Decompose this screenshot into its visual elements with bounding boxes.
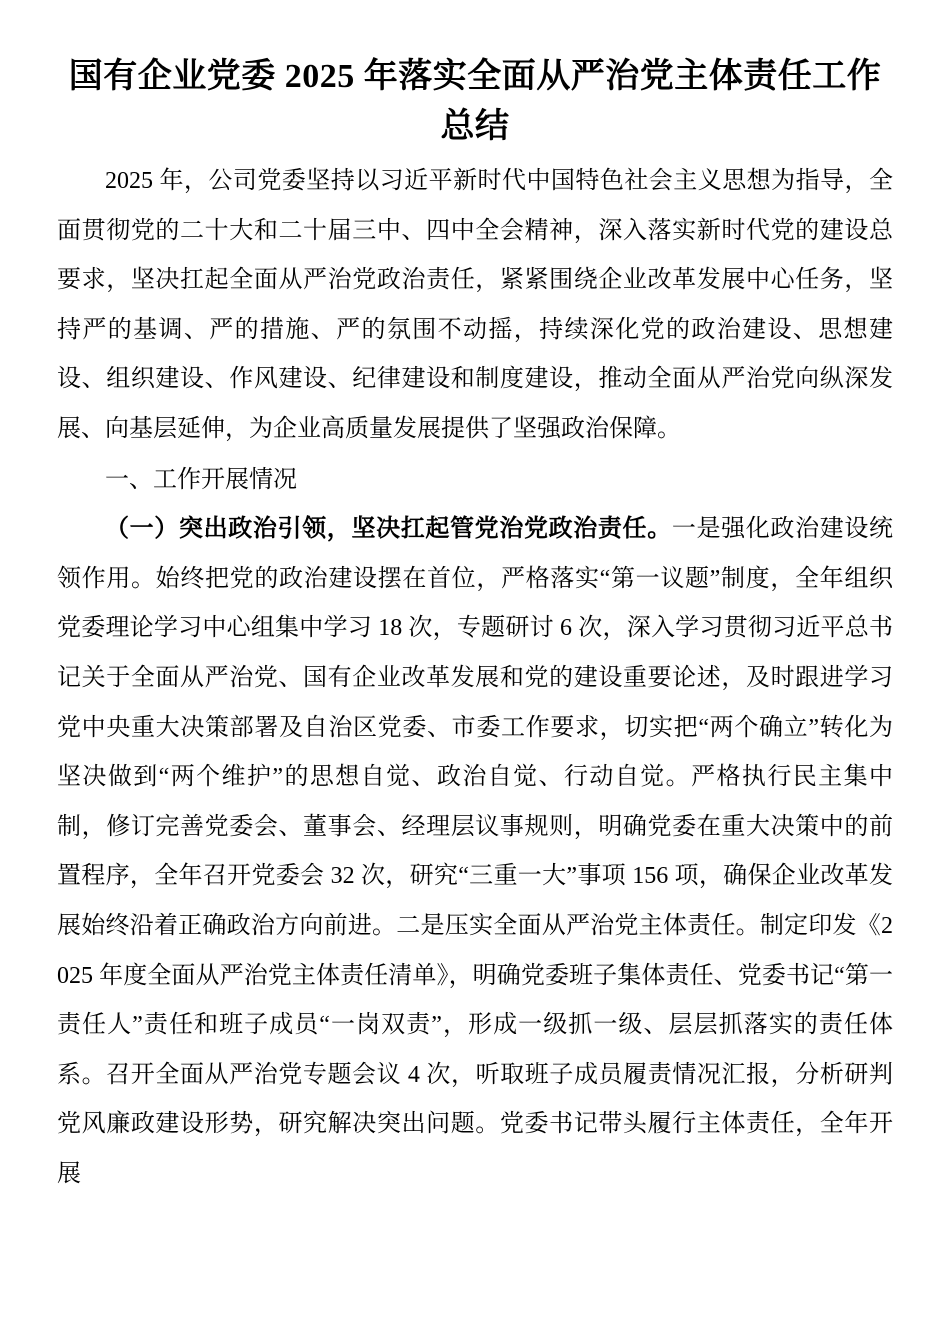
section-one-heading: 一、工作开展情况	[105, 465, 297, 493]
document-title: 国有企业党委 2025 年落实全面从严治党主体责任工作总结	[68, 58, 882, 145]
subsection-one-text: 一是强化政治建设统领作用。始终把党的政治建设摆在首位，严格落实“第一议题”制度，全年组织党委理论学习中心组集中学习 18 次，专题研讨 6 次，深入学习贯彻习近平总书记关于全面从严治党、国有企业改革发展和党的建设重要论述，及时跟进学习党中央重大决策部署及自治区党委、市委工作要求，切实把“两个确立”转化为坚决做到“两个维护”的思想自觉、政治自觉、行动自觉。严格执行民主集中制，修订完善党委会、董事会、经理层议事规则，明确党委在重大决策中的前置程序，全年召开党委会 32 次，研究“三重一大”事项 156 项，确保企业改革发展始终沿着正确政治方向前进。二是压实全面从严治党主体责任。制定印发《2025 年度全面从严治党主体责任清单》，明确党委班子集体责任、党委书记“第一责任人”责任和班子成员“一岗双责”，形成一级抓一级、层层抓落实的责任体系。召开全面从严治党专题会议 4 次，听取班子成员履责情况汇报，分析研判党风廉政建设形势，研究解决突出问题。党委书记带头履行主体责任，全年开展	[57, 516, 894, 1187]
subsection-one-paragraph	[57, 504, 893, 1199]
intro-paragraph: 2025 年，公司党委坚持以习近平新时代中国特色社会主义思想为指导，全面贯彻党的二十大和二十届三中、四中全会精神，深入落实新时代党的建设总要求，坚决扛起全面从严治党政治责任，紧紧围绕企业改革发展中心任务，坚持严的基调、严的措施、严的氛围不动摇，持续深化党的政治建设、思想建设、组织建设、作风建设、纪律建设和制度建设，推动全面从严治党向纵深发展、向基层延伸，为企业高质量发展提供了坚强政治保障。	[57, 168, 893, 442]
subsection-one-lead: （一）突出政治引领，坚决扛起管党治党政治责任。	[105, 515, 672, 543]
